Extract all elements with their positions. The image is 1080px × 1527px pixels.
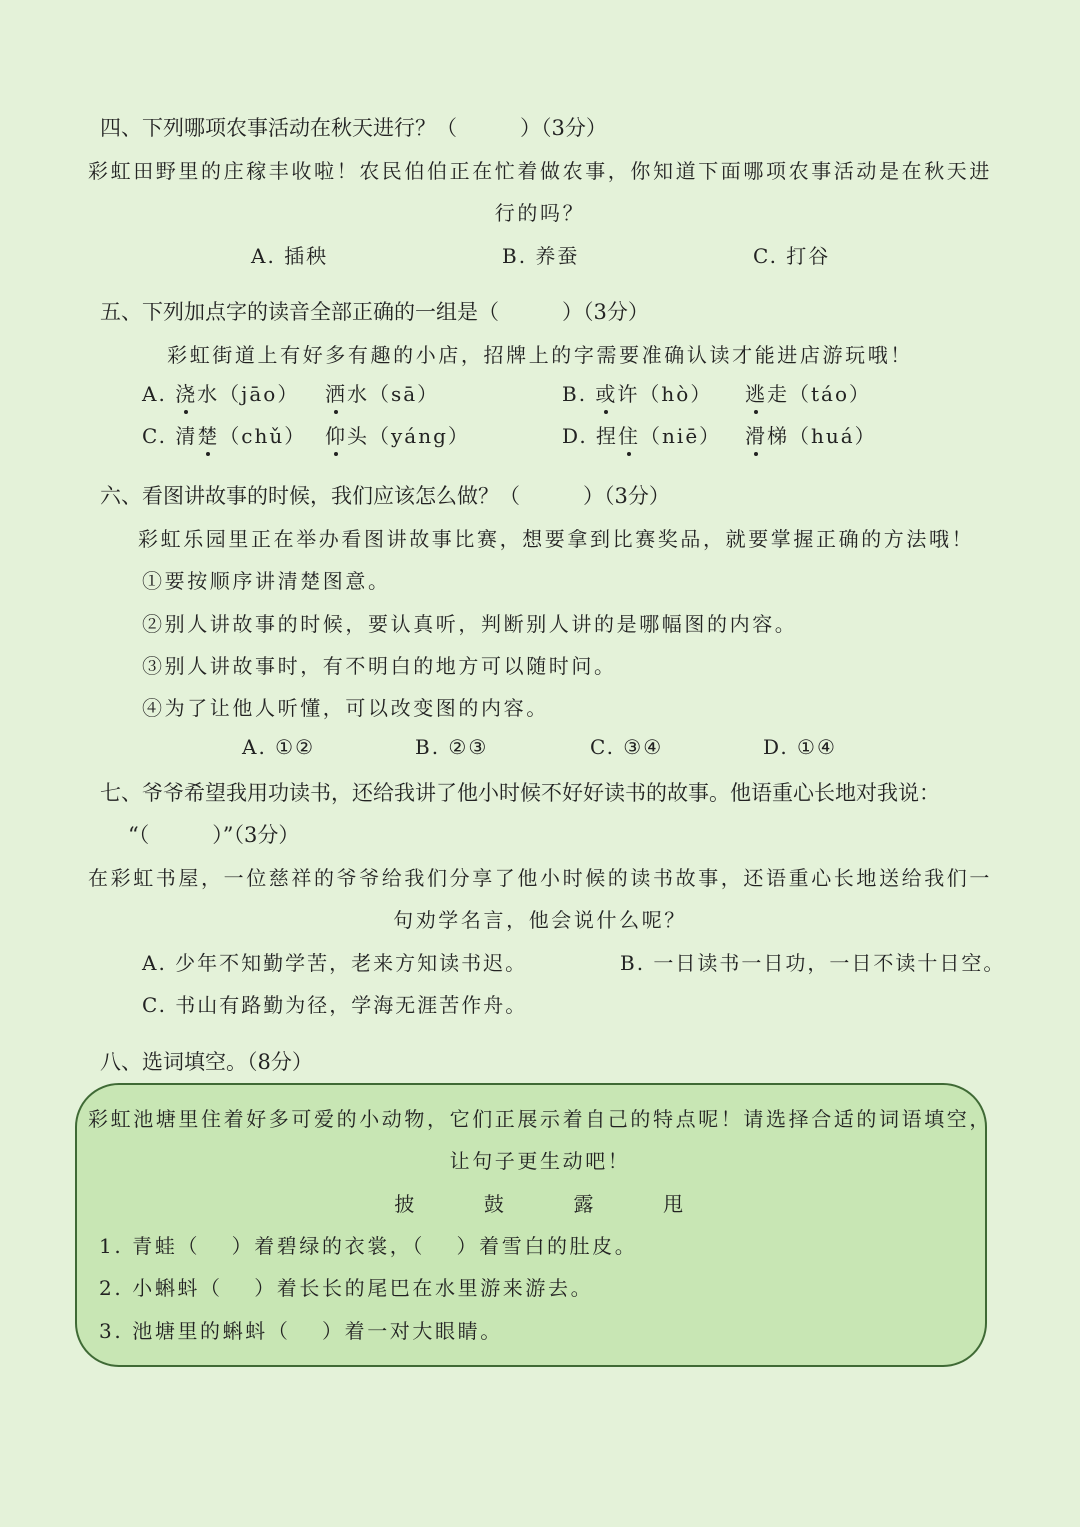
q5-d1-dotted-char: 住 xyxy=(618,420,640,449)
q5-option-c-second: 仰头（yáng） xyxy=(325,420,470,449)
q5-intro: 彩虹街道上有好多有趣的小店，招牌上的字需要准确认读才能进店游玩哦！ xyxy=(167,343,913,367)
q4-title: 四、下列哪项农事活动在秋天进行？（ ）（3分） xyxy=(100,116,607,140)
q6-option-a: A. ①② xyxy=(242,735,316,759)
q6-item-1: ①要按顺序讲清楚图意。 xyxy=(142,569,391,593)
q7-option-c: C. 书山有路勤为径，学海无涯苦作舟。 xyxy=(142,993,528,1017)
q4-option-a: A. 插秧 xyxy=(251,244,329,268)
q5-option-d-second: 滑梯（huá） xyxy=(745,420,877,449)
q6-option-d: D. ①④ xyxy=(763,735,837,759)
q7-title-line1: 七、爷爷希望我用功读书，还给我讲了他小时候不好好读书的故事。他语重心长地对我说： xyxy=(100,781,940,805)
q5-b2-dotted-char: 逃 xyxy=(745,378,767,407)
q4-option-c: C. 打谷 xyxy=(753,244,831,268)
q5-a1-dotted-char: 浇 xyxy=(175,378,197,407)
q8-word: 鼓 xyxy=(483,1192,507,1216)
q8-word-bank xyxy=(0,1188,1080,1217)
q7-title-line2: “（ ）”（3分） xyxy=(128,823,300,847)
q5-c1-dotted-char: 楚 xyxy=(197,420,219,449)
q7-option-b: B. 一日读书一日功，一日不读十日空。 xyxy=(620,951,1006,975)
q6-item-4: ④为了让他人听懂，可以改变图的内容。 xyxy=(142,696,549,720)
q7-intro-line1: 在彩虹书屋，一位慈祥的爷爷给我们分享了他小时候的读书故事，还语重心长地送给我们一 xyxy=(88,866,992,890)
q6-intro: 彩虹乐园里正在举办看图讲故事比赛，想要拿到比赛奖品，就要掌握正确的方法哦！ xyxy=(138,527,975,551)
q5-option-a: A. 浇水（jāo） xyxy=(142,378,299,407)
q8-word: 披 xyxy=(394,1192,417,1216)
q5-a2-dotted-char: 洒 xyxy=(325,378,347,407)
q8-sentence-1: 1. 青蛙（ ）着碧绿的衣裳，（ ）着雪白的肚皮。 xyxy=(99,1234,638,1258)
q7-option-a: A. 少年不知勤学苦，老来方知读书迟。 xyxy=(142,951,528,975)
q5-title: 五、下列加点字的读音全部正确的一组是（ ）（3分） xyxy=(100,300,649,324)
q5-option-b: B. 或许（hò） xyxy=(562,378,712,407)
q6-option-c: C. ③④ xyxy=(590,735,664,759)
q5-option-d: D. 捏住（niē） xyxy=(562,420,721,449)
q8-title: 八、选词填空。（8分） xyxy=(100,1050,313,1074)
q5-b1-dotted-char: 或 xyxy=(595,378,617,407)
q5-option-a-second: 洒水（sā） xyxy=(325,378,439,407)
q5-option-b-second: 逃走（táo） xyxy=(745,378,871,407)
q5-option-c: C. 清楚（chǔ） xyxy=(142,420,306,449)
q6-title: 六、看图讲故事的时候，我们应该怎么做？（ ）（3分） xyxy=(100,484,670,508)
q8-word: 甩 xyxy=(663,1192,686,1216)
q4-option-b: B. 养蚕 xyxy=(502,244,580,268)
q6-item-2: ②别人讲故事的时候，要认真听，判断别人讲的是哪幅图的内容。 xyxy=(142,612,798,636)
q6-option-b: B. ②③ xyxy=(415,735,489,759)
q7-intro-line2: 句劝学名言，他会说什么呢？ xyxy=(393,908,687,932)
q8-word: 露 xyxy=(573,1192,597,1216)
q5-d2-dotted-char: 滑 xyxy=(745,420,767,449)
q8-sentence-3: 3. 池塘里的蝌蚪（ ）着一对大眼睛。 xyxy=(99,1319,503,1343)
q8-intro-line1: 彩虹池塘里住着好多可爱的小动物，它们正展示着自己的特点呢！请选择合适的词语填空， xyxy=(88,1107,992,1131)
q6-item-3: ③别人讲故事时，有不明白的地方可以随时问。 xyxy=(142,654,617,678)
q8-sentence-2: 2. 小蝌蚪（ ）着长长的尾巴在水里游来游去。 xyxy=(99,1276,594,1300)
q8-intro-line2: 让句子更生动吧！ xyxy=(449,1149,631,1173)
q5-c2-dotted-char: 仰 xyxy=(325,420,347,449)
q4-intro-line2: 行的吗？ xyxy=(494,201,586,225)
q4-intro-line1: 彩虹田野里的庄稼丰收啦！农民伯伯正在忙着做农事，你知道下面哪项农事活动是在秋天进 xyxy=(88,159,992,183)
